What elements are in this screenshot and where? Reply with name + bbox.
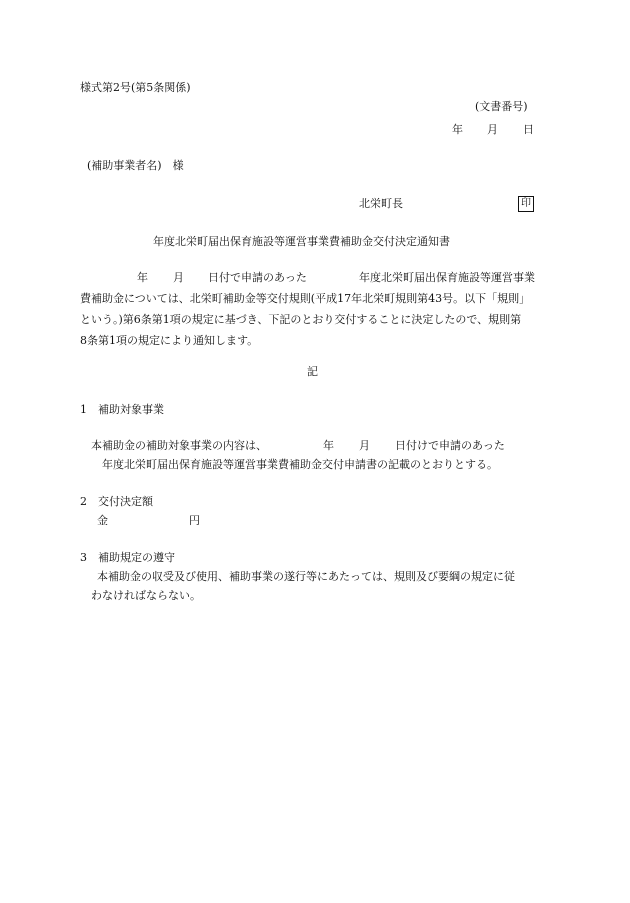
body-line1-text2: 年度北栄町届出保育施設等運営事業: [359, 271, 535, 284]
section3-line1: 本補助金の収受及び使用、補助事業の遂行等にあたっては、規則及び要綱の規定に従: [97, 570, 515, 583]
section1-line2: 年度北栄町届出保育施設等運営事業費補助金交付申請書の記載のとおりとする。: [102, 458, 498, 471]
section1-line1-month: 月: [359, 439, 370, 452]
ki-heading: 記: [307, 365, 318, 378]
body-line1-year: 年: [137, 271, 148, 284]
section3-line2: わなければならない。: [91, 589, 201, 602]
seal-mark: 印: [518, 196, 534, 212]
document-number: (文書番号): [475, 100, 528, 113]
section2-kin: 金: [97, 514, 108, 527]
issuer-name: 北栄町長: [359, 197, 403, 210]
date-year: 年: [452, 123, 463, 136]
body-line3: という。)第6条第1項の規定に基づき、下記のとおり交付することに決定したので、規則第: [80, 313, 522, 326]
section2-heading: 2 交付決定額: [80, 495, 153, 508]
section1-line1-year: 年: [323, 439, 334, 452]
section1-line1-text: 本補助金の補助対象事業の内容は、: [91, 439, 267, 452]
date-day: 日: [523, 123, 534, 136]
body-line2: 費補助金については、北栄町補助金等交付規則(平成17年北栄町規則第43号。以下「規則」: [80, 292, 531, 305]
form-number: 様式第2号(第5条関係): [80, 81, 191, 94]
section1-line1-text2: 日付けで申請のあった: [395, 439, 505, 452]
addressee: (補助事業者名) 様: [87, 159, 184, 172]
section3-heading: 3 補助規定の遵守: [80, 551, 175, 564]
date-month: 月: [487, 123, 498, 136]
body-line1-month: 月: [173, 271, 184, 284]
body-line1-text: 日付で申請のあった: [208, 271, 307, 284]
page-title: 年度北栄町届出保育施設等運営事業費補助金交付決定通知書: [153, 235, 450, 248]
section1-heading: 1 補助対象事業: [80, 403, 164, 416]
body-line4: 8条第1項の規定により通知します。: [80, 334, 259, 347]
section2-yen: 円: [189, 514, 200, 527]
